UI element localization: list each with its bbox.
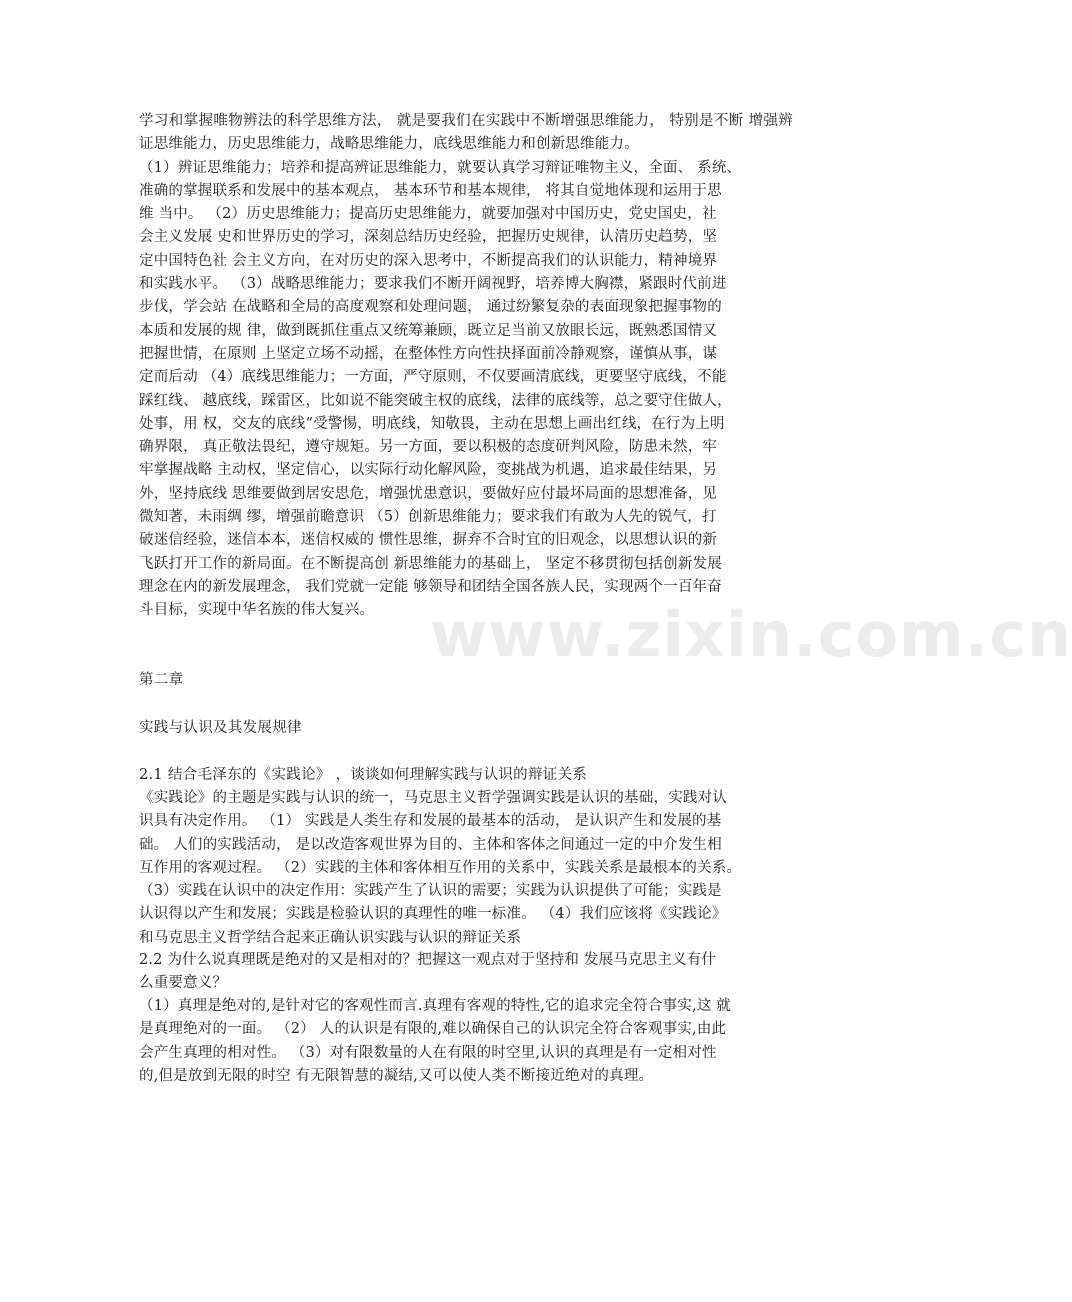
text-line: 的,但是放到无限的时空 有无限智慧的凝结,又可以使人类不断接近绝对的真理。: [139, 1067, 654, 1084]
text-line: 是真理绝对的一面。 （2） 人的认识是有限的,难以确保自己的认识完全符合客观事实,由此: [139, 1021, 727, 1038]
watermark: www.zixin.com.cn: [430, 598, 1072, 671]
text-line: 定中国特色社 会主义方向，在对历史的深入思考中，不断提高我们的认识能力，精神境界: [139, 252, 718, 269]
text-line: 识具有决定作用。 （1） 实践是人类生存和发展的最基本的活动， 是认识产生和发展的基: [139, 813, 722, 830]
section-2-1-body: [139, 787, 793, 950]
text-line: 牢掌握战略 主动权，坚定信心，以实际行动化解风险，变挑战为机遇，追求最佳结果，另: [139, 462, 718, 479]
text-line: 破迷信经验，迷信本本，迷信权威的 惯性思维，摒弃不合时宜的旧观念，以思想认识的新: [139, 532, 718, 549]
text-line: （1）辨证思维能力；培养和提高辨证思维能力，就要认真学习辩证唯物主义，全面、 系统、: [139, 159, 742, 176]
text-line: 斗目标，实现中华名族的伟大复兴。: [139, 602, 375, 619]
text-line: 踩红线、 越底线，踩雷区，比如说不能突破主权的底线，法律的底线等，总之要守住做人，: [139, 392, 732, 409]
text-line: 处事，用 权，交友的底线“受警惕，明底线，知敬畏，主动在思想上画出红线，在行为上明: [139, 415, 725, 432]
section-2-2-title: [139, 949, 793, 996]
text-line: 础。 人们的实践活动， 是以改造客观世界为目的、主体和客体之间通过一定的中介发生相: [139, 836, 722, 853]
text-line: 么重要意义？: [139, 975, 228, 992]
text-line: （3）实践在认识中的决定作用：实践产生了认识的需要；实践为认识提供了可能；实践是: [139, 883, 722, 900]
text-line: 确界限， 真正敬法畏纪，遵守规矩。另一方面，要以积极的态度研判风险，防患未然，牢: [139, 439, 718, 456]
text-line: 外，坚持底线 思维要做到居安思危，增强忧患意识，要做好应付最坏局面的思想准备，见: [139, 485, 718, 502]
text-line: 理念在内的新发展理念， 我们党就一定能 够领导和团结全国各族人民，实现两个一百年奋: [139, 578, 722, 595]
text-line: 2.2 为什么说真理既是绝对的又是相对的？把握这一观点对于坚持和 发展马克思主义有什: [139, 952, 717, 968]
text-line: 和实践水平。 （3）战略思维能力；要求我们不断开阔视野，培养博大胸襟，紧跟时代前进: [139, 276, 727, 293]
text-line: 互作用的客观过程。 （2）实践的主体和客体相互作用的关系中，实践关系是最根本的关系。: [139, 859, 742, 876]
text-line: 和马克思主义哲学结合起来正确认识实践与认识的辩证关系: [139, 929, 522, 946]
text-line: 把握世情，在原则 上坚定立场不动摇，在整体性方向性抉择面前冷静观察，谨慎从事，谋: [139, 345, 718, 362]
text-line: 学习和掌握唯物辨法的科学思维方法， 就是要我们在实践中不断增强思维能力， 特别是不断 增强辨证思维能力，历史思维能力，战略思维能力，底线思维能力和创新思维能力。: [139, 113, 793, 153]
chapter-label: 第二章: [139, 672, 184, 688]
text-line: 会产生真理的相对性。 （3）对有限数量的人在有限的时空里,认识的真理是有一定相对性: [139, 1044, 717, 1061]
text-line: 本质和发展的规 律，做到既抓住重点又统筹兼顾，既立足当前又放眼长远，既熟悉国情又: [139, 322, 718, 339]
text-line: 定而后动 （4）底线思维能力；一方面，严守原则，不仅要画清底线，更要坚守底线，不能: [139, 369, 727, 386]
text-line: （1）真理是绝对的,是针对它的客观性而言.真理有客观的特性,它的追求完全符合事实,这 就: [139, 998, 732, 1014]
text-line: 会主义发展 史和世界历史的学习，深刻总结历史经验，把握历史规律，认清历史趋势，坚: [139, 229, 718, 246]
section-2-1-title: 2.1 结合毛泽东的《实践论》 ，谈谈如何理解实践与认识的辩证关系: [139, 767, 588, 783]
text-line: 准确的掌握联系和发展中的基本观点， 基本环节和基本规律， 将其自觉地体现和运用于思: [139, 182, 722, 199]
chapter-title: 实践与认识及其发展规律: [139, 720, 302, 736]
text-line: 步伐，学会站 在战略和全局的高度观察和处理问题， 通过纷繁复杂的表面现象把握事物的: [139, 299, 722, 316]
text-line: 《实践论》的主题是实践与认识的统一，马克思主义哲学强调实践是认识的基础，实践对认: [139, 790, 727, 806]
section-2-2-body: [139, 995, 793, 1088]
text-line: 维 当中。 （2）历史思维能力；提高历史思维能力，就要加强对中国历史，党史国史，社: [139, 206, 717, 223]
chapter1-body: [139, 110, 793, 623]
text-line: 微知著，未雨绸 缪，增强前瞻意识 （5）创新思维能力；要求我们有敢为人先的锐气，打: [139, 509, 717, 526]
text-line: 认识得以产生和发展；实践是检验认识的真理性的唯一标准。 （4）我们应该将《实践论》: [139, 906, 727, 923]
text-line: 飞跃打开工作的新局面。在不断提高创 新思维能力的基础上， 坚定不移贯彻包括创新发展: [139, 555, 722, 572]
